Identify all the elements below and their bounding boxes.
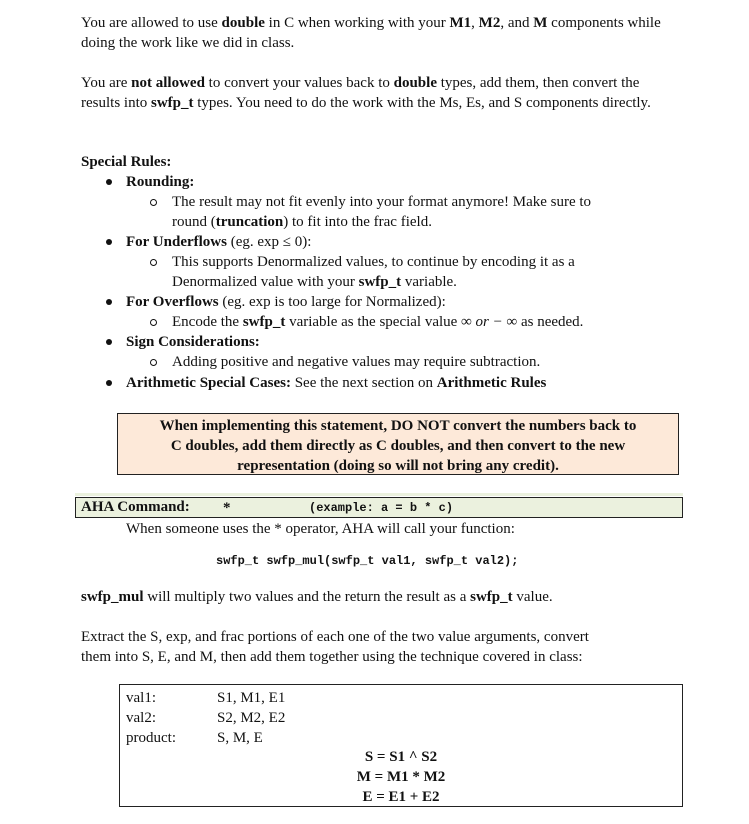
text: You are allowed to use (81, 15, 222, 31)
overflows-label: For Overflows (126, 294, 219, 310)
rounding-sub1: The result may not fit evenly into your format anymore! Make sure to (172, 194, 592, 210)
text: ) to fit into the frac field. (283, 214, 432, 230)
swfp-mul-paragraph (81, 587, 681, 607)
text-line: them into S, E, and M, then add them together using the technique covered in class: (81, 649, 583, 665)
underflows-sub2 (172, 272, 457, 292)
text: (eg. exp is too large for Normalized): (218, 294, 446, 310)
row-label: val1: (126, 690, 156, 706)
table-row (126, 688, 156, 708)
overflows-item (126, 292, 446, 312)
keyword-m2: M2 (478, 15, 501, 31)
intro-paragraph (81, 13, 681, 53)
sign-sub1: Adding positive and negative values may require subtraction. (172, 354, 541, 370)
sub-bullet-icon (150, 199, 157, 206)
text: You are (81, 75, 132, 91)
keyword-not-allowed: not allowed (131, 75, 205, 91)
row-label: product: (126, 730, 176, 746)
bullet-icon (106, 179, 112, 185)
row-label: val2: (126, 710, 156, 726)
arith-item (126, 373, 546, 393)
infinity-expression: ∞ or − ∞ (461, 314, 518, 330)
text-line: Extract the S, exp, and frac portions of each one of the two value arguments, convert (81, 629, 589, 645)
table-row (126, 708, 156, 728)
warning-line: C doubles, add them directly as C doubles, and then convert to the new (170, 438, 626, 454)
text: types, add them, then convert the results into (81, 75, 640, 111)
formula-s: S = S1 ^ S2 (364, 749, 438, 765)
keyword-double: double (393, 75, 437, 91)
rounding-sub2 (172, 212, 432, 232)
underflows-label: For Underflows (126, 234, 227, 250)
warning-box (117, 413, 679, 475)
sub-bullet-icon (150, 319, 157, 326)
aha-command-bar (75, 497, 683, 518)
overflows-sub1 (172, 312, 583, 332)
arithmetic-rules-reference: Arithmetic Rules (436, 375, 547, 391)
sub-bullet-icon (150, 259, 157, 266)
aha-description: When someone uses the * operator, AHA will call your function: (126, 521, 515, 537)
text: , (471, 15, 479, 31)
formula-block (120, 747, 682, 807)
text: See the next section on (290, 375, 437, 391)
warning-line: representation (doing so will not bring any credit). (237, 458, 559, 474)
bullet-icon (106, 380, 112, 386)
arith-label: Arithmetic Special Cases: (126, 375, 291, 391)
keyword-m1: M1 (449, 15, 472, 31)
text: in C when working with your (264, 15, 450, 31)
keyword-m: M (533, 15, 548, 31)
aha-command-label: AHA Command: (81, 499, 190, 515)
text: , and (500, 15, 534, 31)
table-row (126, 728, 176, 748)
formula-m: M = M1 * M2 (356, 769, 446, 785)
text: as needed. (517, 314, 584, 330)
keyword-truncation: truncation (215, 214, 284, 230)
text: to convert your values back to (204, 75, 394, 91)
text: round ( (172, 214, 216, 230)
keyword-swfp-mul: swfp_mul (81, 589, 144, 605)
rounding-label: Rounding: (126, 174, 195, 190)
warning-line: When implementing this statement, DO NOT convert the numbers back to (159, 418, 637, 434)
text: value. (512, 589, 553, 605)
underflows-item (126, 232, 311, 252)
aha-example: (example: a = b * c) (309, 501, 454, 515)
keyword-swfp-t: swfp_t (242, 314, 286, 330)
text: components while doing the work like we did in class. (81, 15, 661, 51)
sub-bullet-icon (150, 359, 157, 366)
special-rules-heading: Special Rules: (81, 154, 172, 170)
text: variable as the special value (285, 314, 462, 330)
aha-bar-top (75, 493, 683, 496)
row-value: S, M, E (217, 730, 263, 746)
bullet-icon (106, 299, 112, 305)
multiplication-table (119, 684, 683, 807)
text: types. You need to do the work with the Ms, Es, and S components directly. (193, 95, 651, 111)
function-signature: swfp_t swfp_mul(swfp_t val1, swfp_t val2); (216, 554, 519, 568)
text: will multiply two values and the return the result as a (143, 589, 471, 605)
bullet-icon (106, 339, 112, 345)
restriction-paragraph (81, 73, 681, 113)
text: (eg. exp ≤ 0): (226, 234, 312, 250)
keyword-swfp-t: swfp_t (151, 95, 194, 111)
row-value: S1, M1, E1 (217, 690, 286, 706)
formula-e: E = E1 + E2 (362, 789, 440, 805)
text: Denormalized value with your (172, 274, 359, 290)
keyword-double: double (221, 15, 265, 31)
text: Encode the (172, 314, 243, 330)
extract-paragraph (81, 627, 681, 667)
bullet-icon (106, 239, 112, 245)
sign-label: Sign Considerations: (126, 334, 260, 350)
row-value: S2, M2, E2 (217, 710, 286, 726)
underflows-sub1: This supports Denormalized values, to continue by encoding it as a (172, 254, 575, 270)
aha-operator: * (223, 500, 231, 516)
keyword-swfp-t: swfp_t (470, 589, 513, 605)
keyword-swfp-t: swfp_t (358, 274, 402, 290)
text: variable. (401, 274, 457, 290)
